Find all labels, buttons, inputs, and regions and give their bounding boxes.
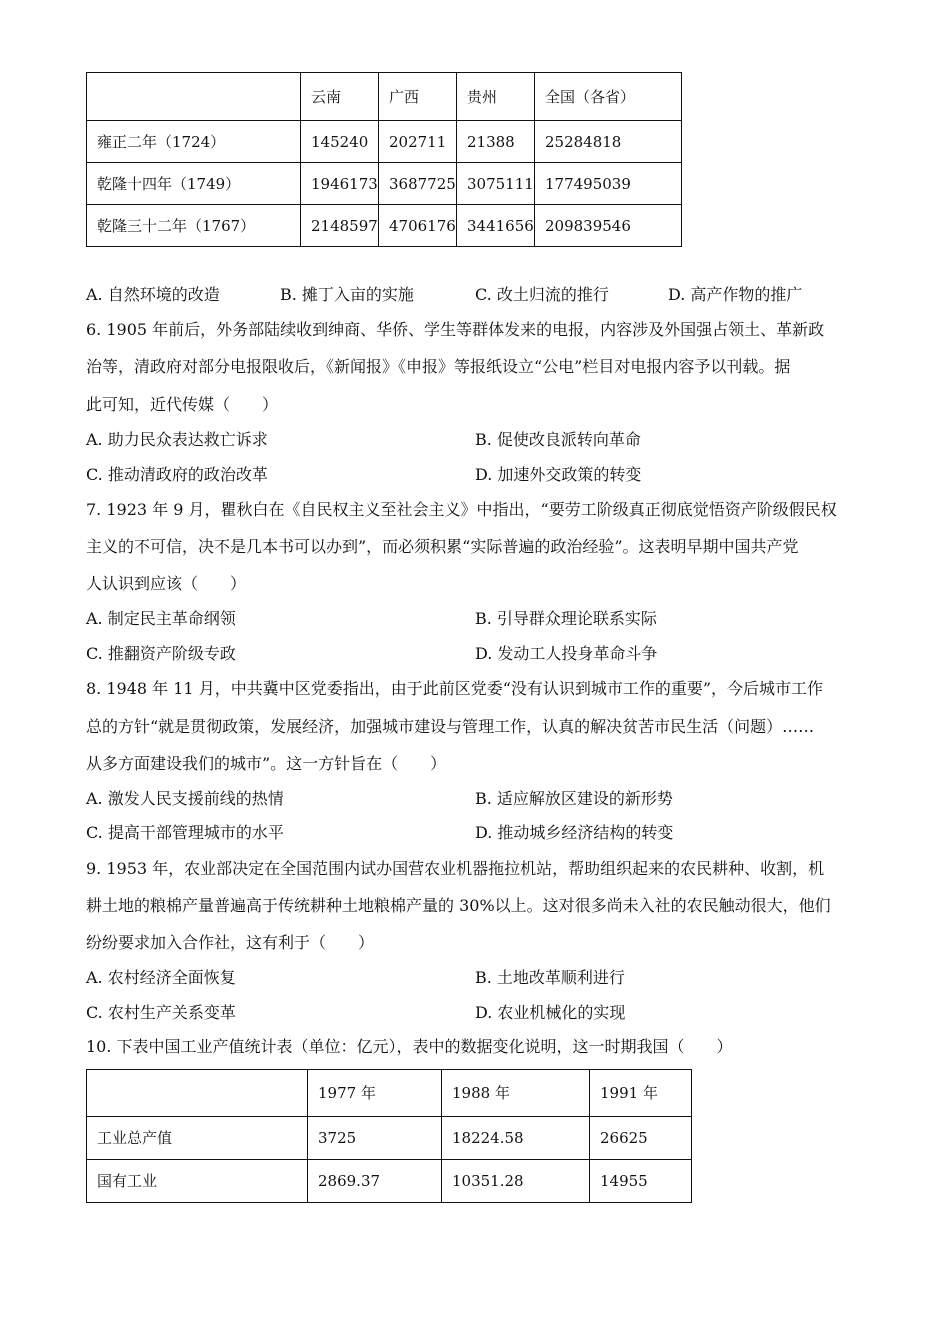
table-cell: 21388: [457, 121, 535, 163]
q7-option-b[interactable]: B. 引导群众理论联系实际: [475, 609, 657, 628]
q8-option-d[interactable]: D. 推动城乡经济结构的转变: [475, 823, 674, 842]
q6-stem-line-3: 此可知，近代传媒（ ）: [86, 395, 279, 414]
q6-stem-line-2: 治等，清政府对部分电报限收后，《新闻报》《申报》等报纸设立“公电”栏目对电报内容予以刊载。据: [86, 357, 791, 376]
q7-stem-line-2: 主义的不可信，决不是几本书可以办到”，而必须积累“实际普遍的政治经验”。这表明早期中国共产党: [86, 537, 799, 556]
q8-stem-line-2: 总的方针“就是贯彻政策，发展经济，加强城市建设与管理工作，认真的解决贫苦市民生活（问题）……: [86, 717, 815, 736]
table-cell: 工业总产值: [87, 1117, 308, 1160]
table-cell: 209839546: [535, 205, 682, 247]
table-cell: 乾隆三十二年（1767）: [87, 205, 301, 247]
industry-output-table: [86, 1069, 692, 1203]
table-cell: 全国（各省）: [535, 73, 682, 121]
q9-option-d[interactable]: D. 农业机械化的实现: [475, 1003, 626, 1022]
q5-option-b[interactable]: B. 摊丁入亩的实施: [280, 285, 414, 304]
table-cell: 1991 年: [590, 1070, 692, 1117]
q6-stem-line-1: 6. 1905 年前后，外务部陆续收到绅商、华侨、学生等群体发来的电报，内容涉及外国强占领土、革新政: [86, 320, 825, 339]
table-cell: 3441656: [457, 205, 535, 247]
q7-stem-line-3: 人认识到应该（ ）: [86, 574, 247, 593]
table-header-row: [87, 1070, 692, 1117]
q8-option-c[interactable]: C. 提高干部管理城市的水平: [86, 823, 284, 842]
q7-option-c[interactable]: C. 推翻资产阶级专政: [86, 644, 236, 663]
q9-option-b[interactable]: B. 土地改革顺利进行: [475, 968, 625, 987]
table-row: [87, 1117, 692, 1160]
table-row: [87, 205, 682, 247]
q5-option-c[interactable]: C. 改土归流的推行: [475, 285, 609, 304]
q6-option-c[interactable]: C. 推动清政府的政治改革: [86, 465, 268, 484]
q9-stem-line-1: 9. 1953 年，农业部决定在全国范围内试办国营农业机器拖拉机站，帮助组织起来的农民耕种、收割，机: [86, 859, 825, 878]
table-cell: 1946173: [301, 163, 379, 205]
q8-option-b[interactable]: B. 适应解放区建设的新形势: [475, 789, 673, 808]
q5-option-d[interactable]: D. 高产作物的推广: [668, 285, 803, 304]
table-header-row: [87, 73, 682, 121]
table-cell: 广西: [379, 73, 457, 121]
q7-option-a[interactable]: A. 制定民主革命纲领: [86, 609, 236, 628]
table-cell: 202711: [379, 121, 457, 163]
table-cell: 18224.58: [442, 1117, 590, 1160]
table-cell: 乾隆十四年（1749）: [87, 163, 301, 205]
q7-option-d[interactable]: D. 发动工人投身革命斗争: [475, 644, 658, 663]
table-cell: 25284818: [535, 121, 682, 163]
q7-stem-line-1: 7. 1923 年 9 月，瞿秋白在《自民权主义至社会主义》中指出，“要劳工阶级真正彻底觉悟资产阶级假民权: [86, 500, 837, 519]
table-cell: 1977 年: [308, 1070, 442, 1117]
q8-stem-line-1: 8. 1948 年 11 月，中共冀中区党委指出，由于此前区党委“没有认识到城市工作的重要”，今后城市工作: [86, 679, 824, 698]
table-cell: 3075111: [457, 163, 535, 205]
q8-option-a[interactable]: A. 激发人民支援前线的热情: [86, 789, 284, 808]
q6-option-b[interactable]: B. 促使改良派转向革命: [475, 430, 641, 449]
q9-option-c[interactable]: C. 农村生产关系变革: [86, 1003, 236, 1022]
q5-option-a[interactable]: A. 自然环境的改造: [86, 285, 220, 304]
table-cell: 26625: [590, 1117, 692, 1160]
q6-option-d[interactable]: D. 加速外交政策的转变: [475, 465, 642, 484]
table-cell: 145240: [301, 121, 379, 163]
table-cell: [87, 73, 301, 121]
q9-stem-line-3: 纷纷要求加入合作社，这有利于（ ）: [86, 933, 375, 952]
table-cell: 3725: [308, 1117, 442, 1160]
table-cell: 3687725: [379, 163, 457, 205]
table-cell: 14955: [590, 1160, 692, 1203]
table-cell: 2148597: [301, 205, 379, 247]
table-cell: 雍正二年（1724）: [87, 121, 301, 163]
table-cell: 1988 年: [442, 1070, 590, 1117]
table-cell: 云南: [301, 73, 379, 121]
table-row: [87, 163, 682, 205]
q9-stem-line-2: 耕土地的粮棉产量普遍高于传统耕种土地粮棉产量的 30%以上。这对很多尚未入社的农民触动很大，他们: [86, 896, 831, 915]
population-table: [86, 72, 682, 247]
table-row: [87, 121, 682, 163]
q10-stem: 10. 下表中国工业产值统计表（单位：亿元），表中的数据变化说明，这一时期我国（ ）: [86, 1037, 733, 1056]
q9-option-a[interactable]: A. 农村经济全面恢复: [86, 968, 236, 987]
q8-stem-line-3: 从多方面建设我们的城市”。这一方针旨在（ ）: [86, 754, 447, 773]
table-cell: 4706176: [379, 205, 457, 247]
q6-option-a[interactable]: A. 助力民众表达救亡诉求: [86, 430, 268, 449]
table-cell: [87, 1070, 308, 1117]
table-cell: 贵州: [457, 73, 535, 121]
table-row: [87, 1160, 692, 1203]
table-cell: 10351.28: [442, 1160, 590, 1203]
table-cell: 国有工业: [87, 1160, 308, 1203]
table-cell: 2869.37: [308, 1160, 442, 1203]
table-cell: 177495039: [535, 163, 682, 205]
